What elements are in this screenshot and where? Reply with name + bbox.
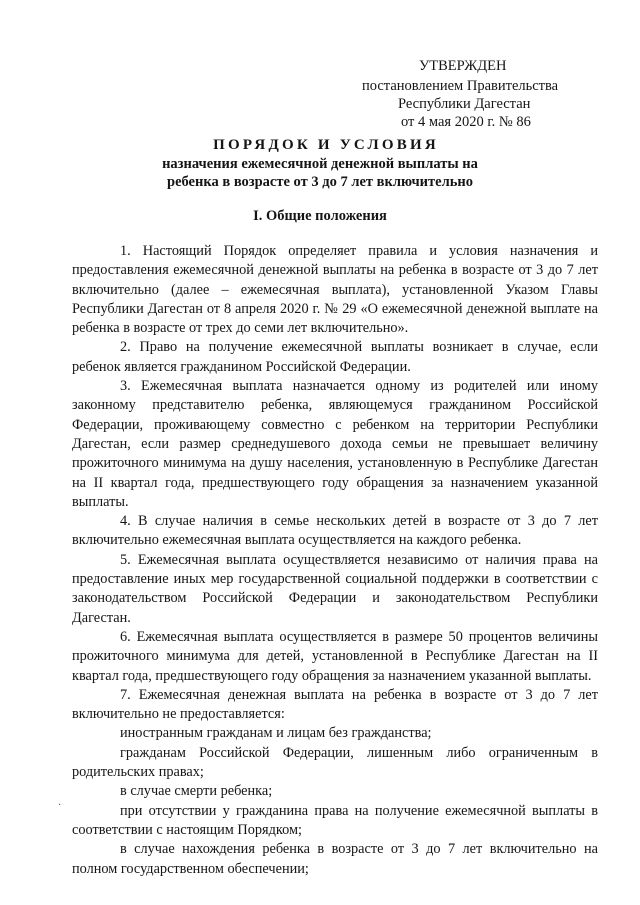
paragraph-6: 6. Ежемесячная выплата осуществляется в размере 50 процентов величины прожиточного минимума для детей, установленной в Республике Дагестан на II квартал года, предшествующего году обращения за назначением указанной выплаты. (72, 628, 598, 684)
list-item: в случае смерти ребенка; (120, 783, 273, 800)
list-item: при отсутствии у гражданина права на получение ежемесячной выплаты в соответствии с настоящим Порядком; (72, 802, 598, 838)
paragraph-2: 2. Право на получение ежемесячной выплаты возникает в случае, если ребенок является гражданином Российской Федерации. (72, 339, 598, 375)
paragraph-3: 3. Ежемесячная выплата назначается одному из родителей или иному законному представителю ребенка, являющемуся гражданином Российской Федерации, проживающему совместно с ребенком на территории Республики Дагестан, если размер среднедушевого дохода семьи не превышает величину прожиточного минимума на душу населения, установленную в Республике Дагестан на II квартал года, предшествующего году обращения за назначением указанной выплаты. (72, 378, 598, 510)
approval-line-2: Республики Дагестан (398, 96, 531, 112)
paragraph-4: 4. В случае наличия в семье нескольких детей в возрасте от 3 до 7 лет включительно ежемесячная выплата осуществляется на каждого ребенка. (72, 513, 598, 549)
approval-title: УТВЕРЖДЕН (419, 58, 507, 74)
list-item: иностранным гражданам и лицам без гражданства; (120, 725, 432, 742)
document-title: ПОРЯДОК И УСЛОВИЯ (213, 137, 439, 153)
approval-line-1: постановлением Правительства (362, 78, 559, 94)
document-subtitle-1: назначения ежемесячной денежной выплаты на (162, 156, 478, 172)
list-item: в случае нахождения ребенка в возрасте от 3 до 7 лет включительно на полном государственном обеспечении; (72, 841, 598, 877)
document-header (0, 135, 640, 191)
list-item: гражданам Российской Федерации, лишенным либо ограниченным в родительских правах; (72, 744, 598, 781)
paragraph-1: 1. Настоящий Порядок определяет правила и условия назначения и предоставления ежемесячной денежной выплаты на ребенка в возрасте от 3 до 7 лет включительно (далее – ежемесячная выплата), установленной Указом Главы Республики Дагестан от 8 апреля 2020 г. № 29 «О ежемесячной денежной выплате на ребенка в возрасте от трех до семи лет включительно». (72, 243, 598, 337)
approval-line-3: от 4 мая 2020 г. № 86 (401, 114, 531, 130)
scan-speck: · (58, 800, 62, 811)
paragraph-7: 7. Ежемесячная денежная выплата на ребенка в возрасте от 3 до 7 лет включительно не предоставляется: (72, 686, 598, 723)
section-title: I. Общие положения (253, 208, 387, 224)
document-subtitle-2: ребенка в возрасте от 3 до 7 лет включительно (167, 174, 473, 190)
paragraph-5: 5. Ежемесячная выплата осуществляется независимо от наличия права на предоставление иных мер государственной социальной поддержки в соответствии с законодательством Российской Федерации и законодательством Республики Дагестан. (72, 551, 598, 626)
document-body (72, 242, 598, 879)
